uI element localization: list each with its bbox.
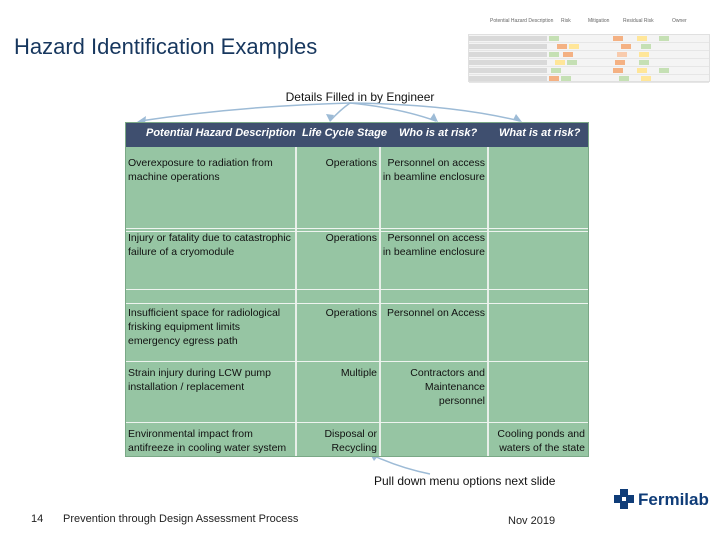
thumbnail-header-risk: Risk (561, 18, 571, 24)
presentation-date: Nov 2019 (508, 515, 556, 527)
hazard-description-cell: Injury or fatality due to catastrophic failure of a cryomodule (128, 232, 291, 258)
row-divider (126, 361, 588, 362)
header-hazard-description: Potential Hazard Description (146, 127, 296, 139)
thumbnail-header-owner: Owner (672, 18, 687, 24)
header-who-at-risk: Who is at risk? (399, 127, 478, 139)
what-at-risk-cell: Cooling ponds and waters of the state (497, 428, 585, 454)
row-divider (126, 289, 588, 290)
life-cycle-stage-cell: Disposal or Recycling (324, 428, 377, 454)
thumbnail-header-residual: Residual Risk (623, 18, 654, 24)
life-cycle-stage-cell: Operations (325, 157, 377, 169)
who-at-risk-cell: Contractors and Maintenance personnel (410, 367, 485, 407)
hazard-description-cell: Environmental impact from antifreeze in cooling water system (128, 428, 287, 454)
hazard-description-cell: Insufficient space for radiological frisking equipment limits emergency egress path (128, 307, 281, 347)
life-cycle-stage-cell: Operations (325, 307, 377, 319)
slide-title: Hazard Identification Examples (14, 34, 318, 59)
engineer-caption: Details Filled in by Engineer (285, 90, 435, 104)
presentation-title: Prevention through Design Assessment Process (63, 513, 299, 525)
life-cycle-stage-cell: Multiple (340, 367, 377, 379)
arrow-to-hazard-column (140, 103, 350, 121)
row-divider (126, 422, 588, 423)
header-life-cycle-stage: Life Cycle Stage (302, 127, 387, 139)
thumbnail-header-hazard: Potential Hazard Description (490, 18, 554, 24)
table-header (126, 123, 588, 147)
column-divider (487, 147, 489, 456)
arrow-to-table-from-caption (372, 455, 430, 474)
column-divider (295, 147, 297, 456)
hazard-description-cell: Overexposure to radiation from machine operations (128, 157, 273, 183)
header-what-at-risk: What is at risk? (499, 127, 581, 139)
fermilab-logo-icon (614, 489, 634, 509)
life-cycle-stage-cell: Operations (325, 232, 377, 244)
row-divider (126, 228, 588, 229)
column-divider (379, 147, 381, 456)
pulldown-caption: Pull down menu options next slide (374, 474, 556, 488)
who-at-risk-cell: Personnel on access in beamline enclosure (382, 157, 485, 183)
hazard-table (125, 122, 589, 457)
arrow-to-stage-column (330, 103, 350, 121)
thumbnail-header-mitigation: Mitigation (588, 18, 610, 24)
fermilab-logo-text: Fermilab (638, 490, 709, 509)
who-at-risk-cell: Personnel on Access (386, 307, 485, 319)
row-divider (126, 303, 588, 304)
slide-number: 14 (31, 513, 44, 525)
who-at-risk-cell: Personnel on access in beamline enclosure (382, 232, 485, 258)
fermilab-logo (614, 489, 709, 511)
hazard-description-cell: Strain injury during LCW pump installation / replacement (128, 367, 271, 393)
